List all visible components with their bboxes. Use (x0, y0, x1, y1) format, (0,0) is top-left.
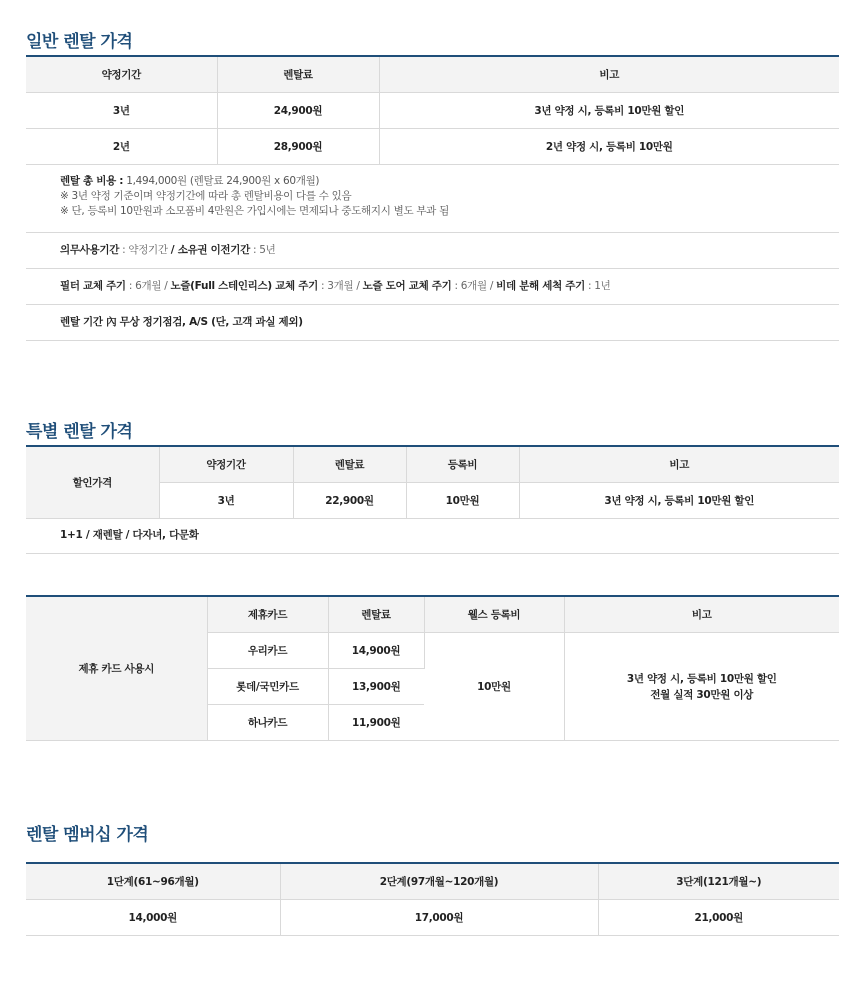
owner-label: 소유권 이전기간 (177, 244, 250, 256)
card-partner-table (26, 595, 839, 741)
remark-line-1: 3년 약정 시, 등록비 10만원 할인 (626, 672, 777, 685)
special-note-block (26, 518, 839, 554)
header-remark: 비고 (519, 446, 839, 483)
fee-cell: 22,900원 (293, 483, 406, 519)
header-registration: 웰스 등록비 (424, 596, 564, 633)
remark-cell: 3년 약정 시, 등록비 10만원 할인 (379, 93, 839, 129)
table-row (26, 129, 839, 165)
tier-3-price: 21,000원 (598, 900, 839, 936)
door-label: 노즐 도어 교체 주기 (362, 280, 452, 292)
table-row (26, 900, 839, 936)
general-notes (26, 165, 839, 341)
total-cost-label: 렌탈 총 비용 : (60, 175, 124, 187)
card-name-cell: 롯데/국민카드 (207, 669, 328, 705)
header-period: 약정기간 (26, 56, 217, 93)
header-tier-1: 1단계(61~96개월) (26, 863, 280, 900)
header-card: 제휴카드 (207, 596, 328, 633)
table-header-row (26, 596, 839, 633)
duty-label: 의무사용기간 (60, 244, 120, 256)
cost-note-1: ※ 3년 약정 기준이며 약정기간에 따라 총 렌탈비용이 다를 수 있음 (60, 190, 352, 202)
header-fee: 렌탈료 (328, 596, 424, 633)
header-registration: 등록비 (406, 446, 519, 483)
total-cost-line (60, 174, 839, 189)
remark-line-2: 전월 실적 30만원 이상 (650, 688, 754, 701)
nozzle-label: 노즐(Full 스테인리스) 교체 주기 (170, 280, 318, 292)
duty-value: : 약정기간 (119, 244, 171, 256)
discount-label-cell: 할인가격 (26, 446, 159, 519)
service-note: 렌탈 기간 內 무상 정기점검, A/S (단, 고객 과실 제외) (60, 316, 303, 328)
header-remark: 비고 (379, 56, 839, 93)
remark-cell: 3년 약정 시, 등록비 10만원 할인 (519, 483, 839, 519)
service-block (26, 305, 839, 341)
total-cost-block (26, 165, 839, 233)
header-remark: 비고 (564, 596, 839, 633)
special-note: 1+1 / 재렌탈 / 다자녀, 다문화 (60, 529, 199, 541)
header-period: 약정기간 (159, 446, 293, 483)
table-header-row (26, 56, 839, 93)
total-cost-value: 1,494,000원 (렌탈료 24,900원 x 60개월) (123, 175, 320, 187)
fee-cell: 11,900원 (328, 705, 424, 741)
period-cell: 3년 (26, 93, 217, 129)
header-tier-3: 3단계(121개월~) (598, 863, 839, 900)
header-tier-2: 2단계(97개월~120개월) (280, 863, 598, 900)
replacement-cycle-block (26, 269, 839, 305)
remark-cell: 2년 약정 시, 등록비 10만원 (379, 129, 839, 165)
membership-title: 렌탈 멤버십 가격 (26, 825, 149, 845)
nozzle-value: : 3개월 / (317, 280, 363, 292)
table-row (26, 93, 839, 129)
remark-cell (564, 633, 839, 741)
card-label-cell: 제휴 카드 사용시 (26, 596, 207, 741)
door-value: : 6개월 / (451, 280, 497, 292)
registration-cell: 10만원 (406, 483, 519, 519)
owner-value: : 5년 (249, 244, 276, 256)
header-fee: 렌탈료 (217, 56, 379, 93)
card-name-cell: 하나카드 (207, 705, 328, 741)
general-rental-table (26, 55, 839, 165)
fee-cell: 24,900원 (217, 93, 379, 129)
fee-cell: 13,900원 (328, 669, 424, 705)
bidet-value: : 1년 (584, 280, 611, 292)
fee-cell: 14,900원 (328, 633, 424, 669)
membership-table (26, 862, 839, 936)
duty-period-block (26, 233, 839, 269)
header-fee: 렌탈료 (293, 446, 406, 483)
special-notes (26, 518, 839, 554)
filter-value: : 6개월 / (125, 280, 171, 292)
table-header-row (26, 446, 839, 483)
general-rental-title: 일반 렌탈 가격 (26, 32, 133, 52)
period-cell: 3년 (159, 483, 293, 519)
period-cell: 2년 (26, 129, 217, 165)
card-name-cell: 우리카드 (207, 633, 328, 669)
duty-separator: / (170, 244, 178, 256)
special-rental-title: 특별 렌탈 가격 (26, 422, 133, 442)
special-rental-table (26, 445, 839, 519)
cost-note-2: ※ 단, 등록비 10만원과 소모품비 4만원은 가입시에는 면제되나 중도해지시 별도 부과 됨 (60, 205, 449, 217)
filter-label: 필터 교체 주기 (60, 280, 126, 292)
table-header-row (26, 863, 839, 900)
tier-1-price: 14,000원 (26, 900, 280, 936)
fee-cell: 28,900원 (217, 129, 379, 165)
registration-cell: 10만원 (424, 633, 564, 741)
bidet-label: 비데 분해 세척 주기 (496, 280, 585, 292)
tier-2-price: 17,000원 (280, 900, 598, 936)
